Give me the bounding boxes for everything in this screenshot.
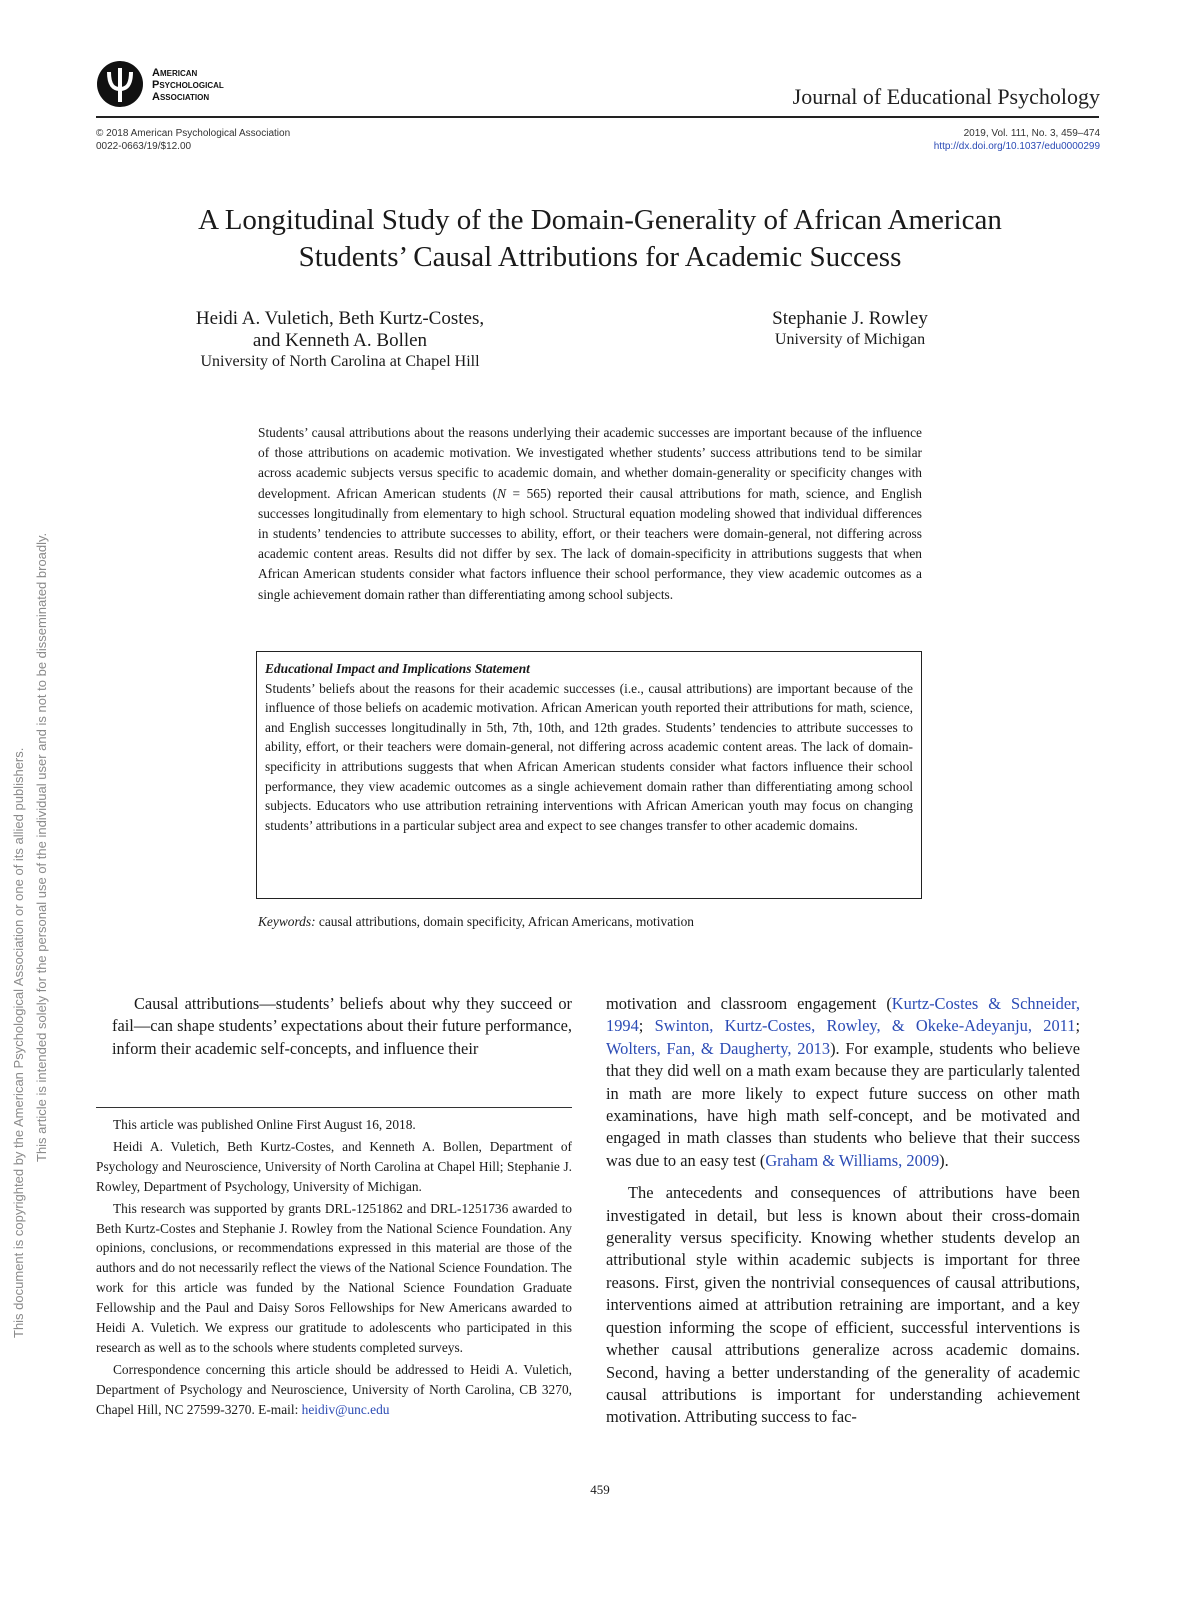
- footnote-correspondence: Correspondence concerning this article should be addressed to Heidi A. Vuletich, Department of Psychology and Neuroscience, University of North Carolina, CB 3270, Chapel Hill, NC 27599-3270. E-mail: heidiv@unc.edu: [96, 1361, 572, 1417]
- author-names: Heidi A. Vuletich, Beth Kurtz-Costes,: [195, 308, 485, 329]
- author-affiliation: University of North Carolina at Chapel Hill: [200, 353, 480, 370]
- keywords: Keywords: causal attributions, domain specificity, African Americans, motivation: [258, 914, 694, 929]
- journal-title: Journal of Educational Psychology: [792, 84, 1100, 109]
- email-link[interactable]: heidiv@unc.edu: [301, 1401, 390, 1417]
- copyright-line: © 2018 American Psychological Association: [96, 128, 291, 139]
- citation-link[interactable]: Graham & Williams, 2009: [765, 1150, 940, 1170]
- footnote-published: This article was published Online First August 16, 2018.: [113, 1117, 416, 1132]
- page-number: 459: [590, 1482, 610, 1497]
- body-right-column: [606, 993, 1080, 1429]
- footnotes: [96, 1115, 572, 1422]
- footnote-rule: [96, 1107, 572, 1108]
- citation-link[interactable]: Kurtz-Costes & Schneider, 1994: [606, 994, 1080, 1036]
- body-paragraph: motivation and classroom engagement (Kurtz-Costes & Schneider, 1994; Swinton, Kurtz-Costes, Rowley, & Okeke-Adeyanju, 2011; Wolters, Fan, & Daugherty, 2013). For example, students who believe that they did well on a math exam because they are particularly talented in math are more likely to expect future success on other math examinations, have high math self-concept, and be motivated and engaged in math classes than students who believe that their success was due to an easy test (Graham & Williams, 2009).: [606, 994, 1080, 1170]
- citation-block: [934, 127, 1100, 153]
- issn-line: 0022-0663/19/$12.00: [96, 141, 192, 152]
- footnote-affiliations: Heidi A. Vuletich, Beth Kurtz-Costes, and Kenneth A. Bollen, Department of Psychology and Neuroscience, University of North Carolina at Chapel Hill; Stephanie J. Rowley, Department of Psychology, University of Michigan.: [96, 1138, 572, 1194]
- impact-text: Students’ beliefs about the reasons for their academic successes (i.e., causal attributions) are important because of the influence of those beliefs on academic motivation. African American youth reported their attributions for math, science, and English successes longitudinally in 5th, 7th, 10th, and 12th grades. Students’ tendencies to attribute successes to ability, effort, or their teachers were domain-general, not differing across academic content areas. The lack of domain-specificity in attributions suggests that when African American students consider what factors influence their school performance, they view academic outcomes as a single achievement domain rather than differentiating among school subjects. Educators who use attribution retraining interventions with African American youth may focus on changing students’ attributions in a particular subject area and expect to see changes transfer to other academic domains.: [265, 680, 913, 833]
- citation-link[interactable]: Swinton, Kurtz-Costes, Rowley, & Okeke-Adeyanju, 2011: [654, 1016, 1076, 1036]
- copyright-block: [96, 127, 290, 153]
- publisher-name: American Psychological Association: [152, 67, 224, 103]
- impact-heading: Educational Impact and Implications Statement: [265, 661, 530, 676]
- doi-link[interactable]: http://dx.doi.org/10.1037/edu0000299: [933, 141, 1100, 152]
- body-paragraph: The antecedents and consequences of attributions have been investigated in detail, but less is known about their cross-domain generality versus specificity. Knowing whether students develop an attributional style within academic subjects is important for three reasons. First, given the nontrivial consequences of causal attributions, interventions aimed at attribution retraining are important, and a key question informing the scope of efficient, successful interventions is whether causal attributions generalize across academic domains. Second, having a better understanding of the generality of academic causal attributions is important for understanding achievement motivation. Attributing success to fac-: [606, 1183, 1080, 1427]
- citation-link[interactable]: Wolters, Fan, & Daugherty, 2013: [606, 1038, 831, 1058]
- article-title: A Longitudinal Study of the Domain-Generality of African American Students’ Causal Attributions for Academic Success: [198, 204, 1002, 273]
- author-affiliation: University of Michigan: [774, 331, 926, 348]
- body-left-paragraph: Causal attributions—students’ beliefs about why they succeed or fail—can shape students’ expectations about their future performance, inform their academic self-concepts, and influence their: [112, 994, 572, 1058]
- abstract: Students’ causal attributions about the reasons underlying their academic successes are important because of the influence of those attributions on academic motivation. We investigated whether students’ success attributions tend to be similar across academic subjects versus specific to academic domain, and whether domain-generality or specificity changes with development. African American students (N = 565) reported their causal attributions for math, science, and English successes longitudinally from elementary to high school. Structural equation modeling showed that individual differences in students’ tendencies to attribute successes to ability, effort, or their teachers were domain-general, not differing across academic content areas. Results did not differ by sex. The lack of domain-specificity in attributions suggests that when African American students consider what factors influence their school performance, they view academic outcomes as a single achievement domain rather than differentiating among school subjects.: [258, 425, 922, 602]
- author-block-left: [150, 308, 530, 372]
- author-block-right: [730, 308, 970, 350]
- copyright-notice-side: This document is copyrighted by the American Psychological Association or one of its allied publishers.: [11, 747, 26, 1338]
- footnote-funding: This research was supported by grants DRL-1251862 and DRL-1251736 awarded to Beth Kurtz-Costes and Stephanie J. Rowley from the National Science Foundation. Any opinions, conclusions, or recommendations expressed in this material are those of the authors and do not necessarily reflect the views of the National Science Foundation. The work for this article was funded by the National Science Foundation Graduate Fellowship and the Paul and Daisy Soros Fellowships for New Americans awarded to Heidi A. Vuletich. We express our gratitude to adolescents who participated in this research as well as to the schools where students completed surveys.: [96, 1200, 572, 1355]
- usage-notice-side: This article is intended solely for the personal use of the individual user and is not to be disseminated broadly.: [34, 532, 49, 1162]
- apa-logo-icon: [96, 60, 144, 108]
- header-rule: [96, 116, 1099, 118]
- author-name: Stephanie J. Rowley: [772, 308, 928, 329]
- author-names-cont: and Kenneth A. Bollen: [252, 330, 428, 351]
- impact-statement-box: [256, 651, 922, 899]
- citation-line: 2019, Vol. 111, No. 3, 459–474: [963, 128, 1100, 139]
